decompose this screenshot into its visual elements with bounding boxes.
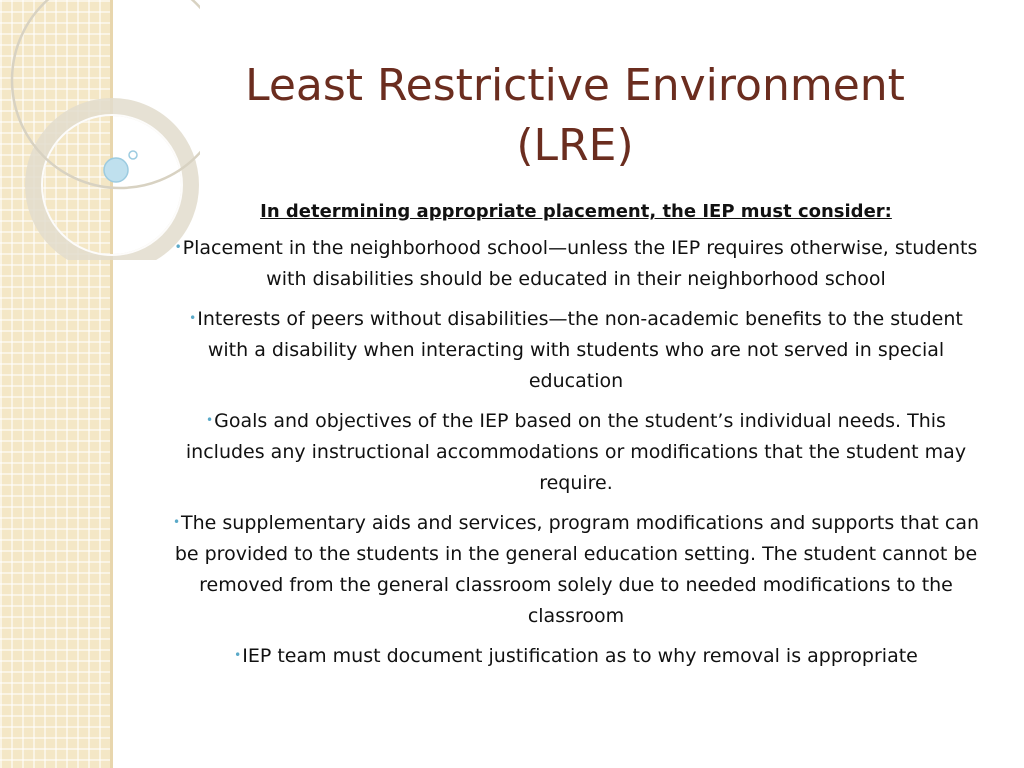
- slide-content: [170, 198, 982, 680]
- bullet-icon: •: [172, 515, 181, 529]
- bullet-icon: •: [206, 413, 214, 427]
- bullet-icon: •: [189, 311, 197, 325]
- bullet-item: [170, 303, 982, 397]
- bullet-icon: •: [174, 240, 182, 254]
- content-heading: In determining appropriate placement, the IEP must consider:: [260, 201, 892, 222]
- bullet-text: Interests of peers without disabilities—the non-academic benefits to the student with a disability when interacting with students who are not served in special education: [197, 308, 963, 392]
- bullet-text: Goals and objectives of the IEP based on the student’s individual needs. This includes any instructional accommodations or modifications that the student may require.: [185, 410, 967, 494]
- bullet-text: Placement in the neighborhood school—unless the IEP requires otherwise, students with disabilities should be educated in their neighborhood school: [182, 237, 978, 290]
- title-line-1: Least Restrictive Environment: [245, 60, 905, 111]
- bullet-icon: •: [234, 648, 242, 662]
- slide-title: [150, 56, 1000, 176]
- bullet-item: [170, 640, 982, 672]
- bullet-text: The supplementary aids and services, program modifications and supports that can be provided to the students in the general education setting. The student cannot be removed from the general classroom solely due to needed modifications to the classroom: [174, 512, 980, 627]
- title-line-2: (LRE): [516, 120, 634, 171]
- bullet-item: [170, 507, 982, 632]
- bullet-item: [170, 405, 982, 499]
- bullet-item: [170, 232, 982, 295]
- bullet-text: IEP team must document justification as to why removal is appropriate: [242, 645, 918, 667]
